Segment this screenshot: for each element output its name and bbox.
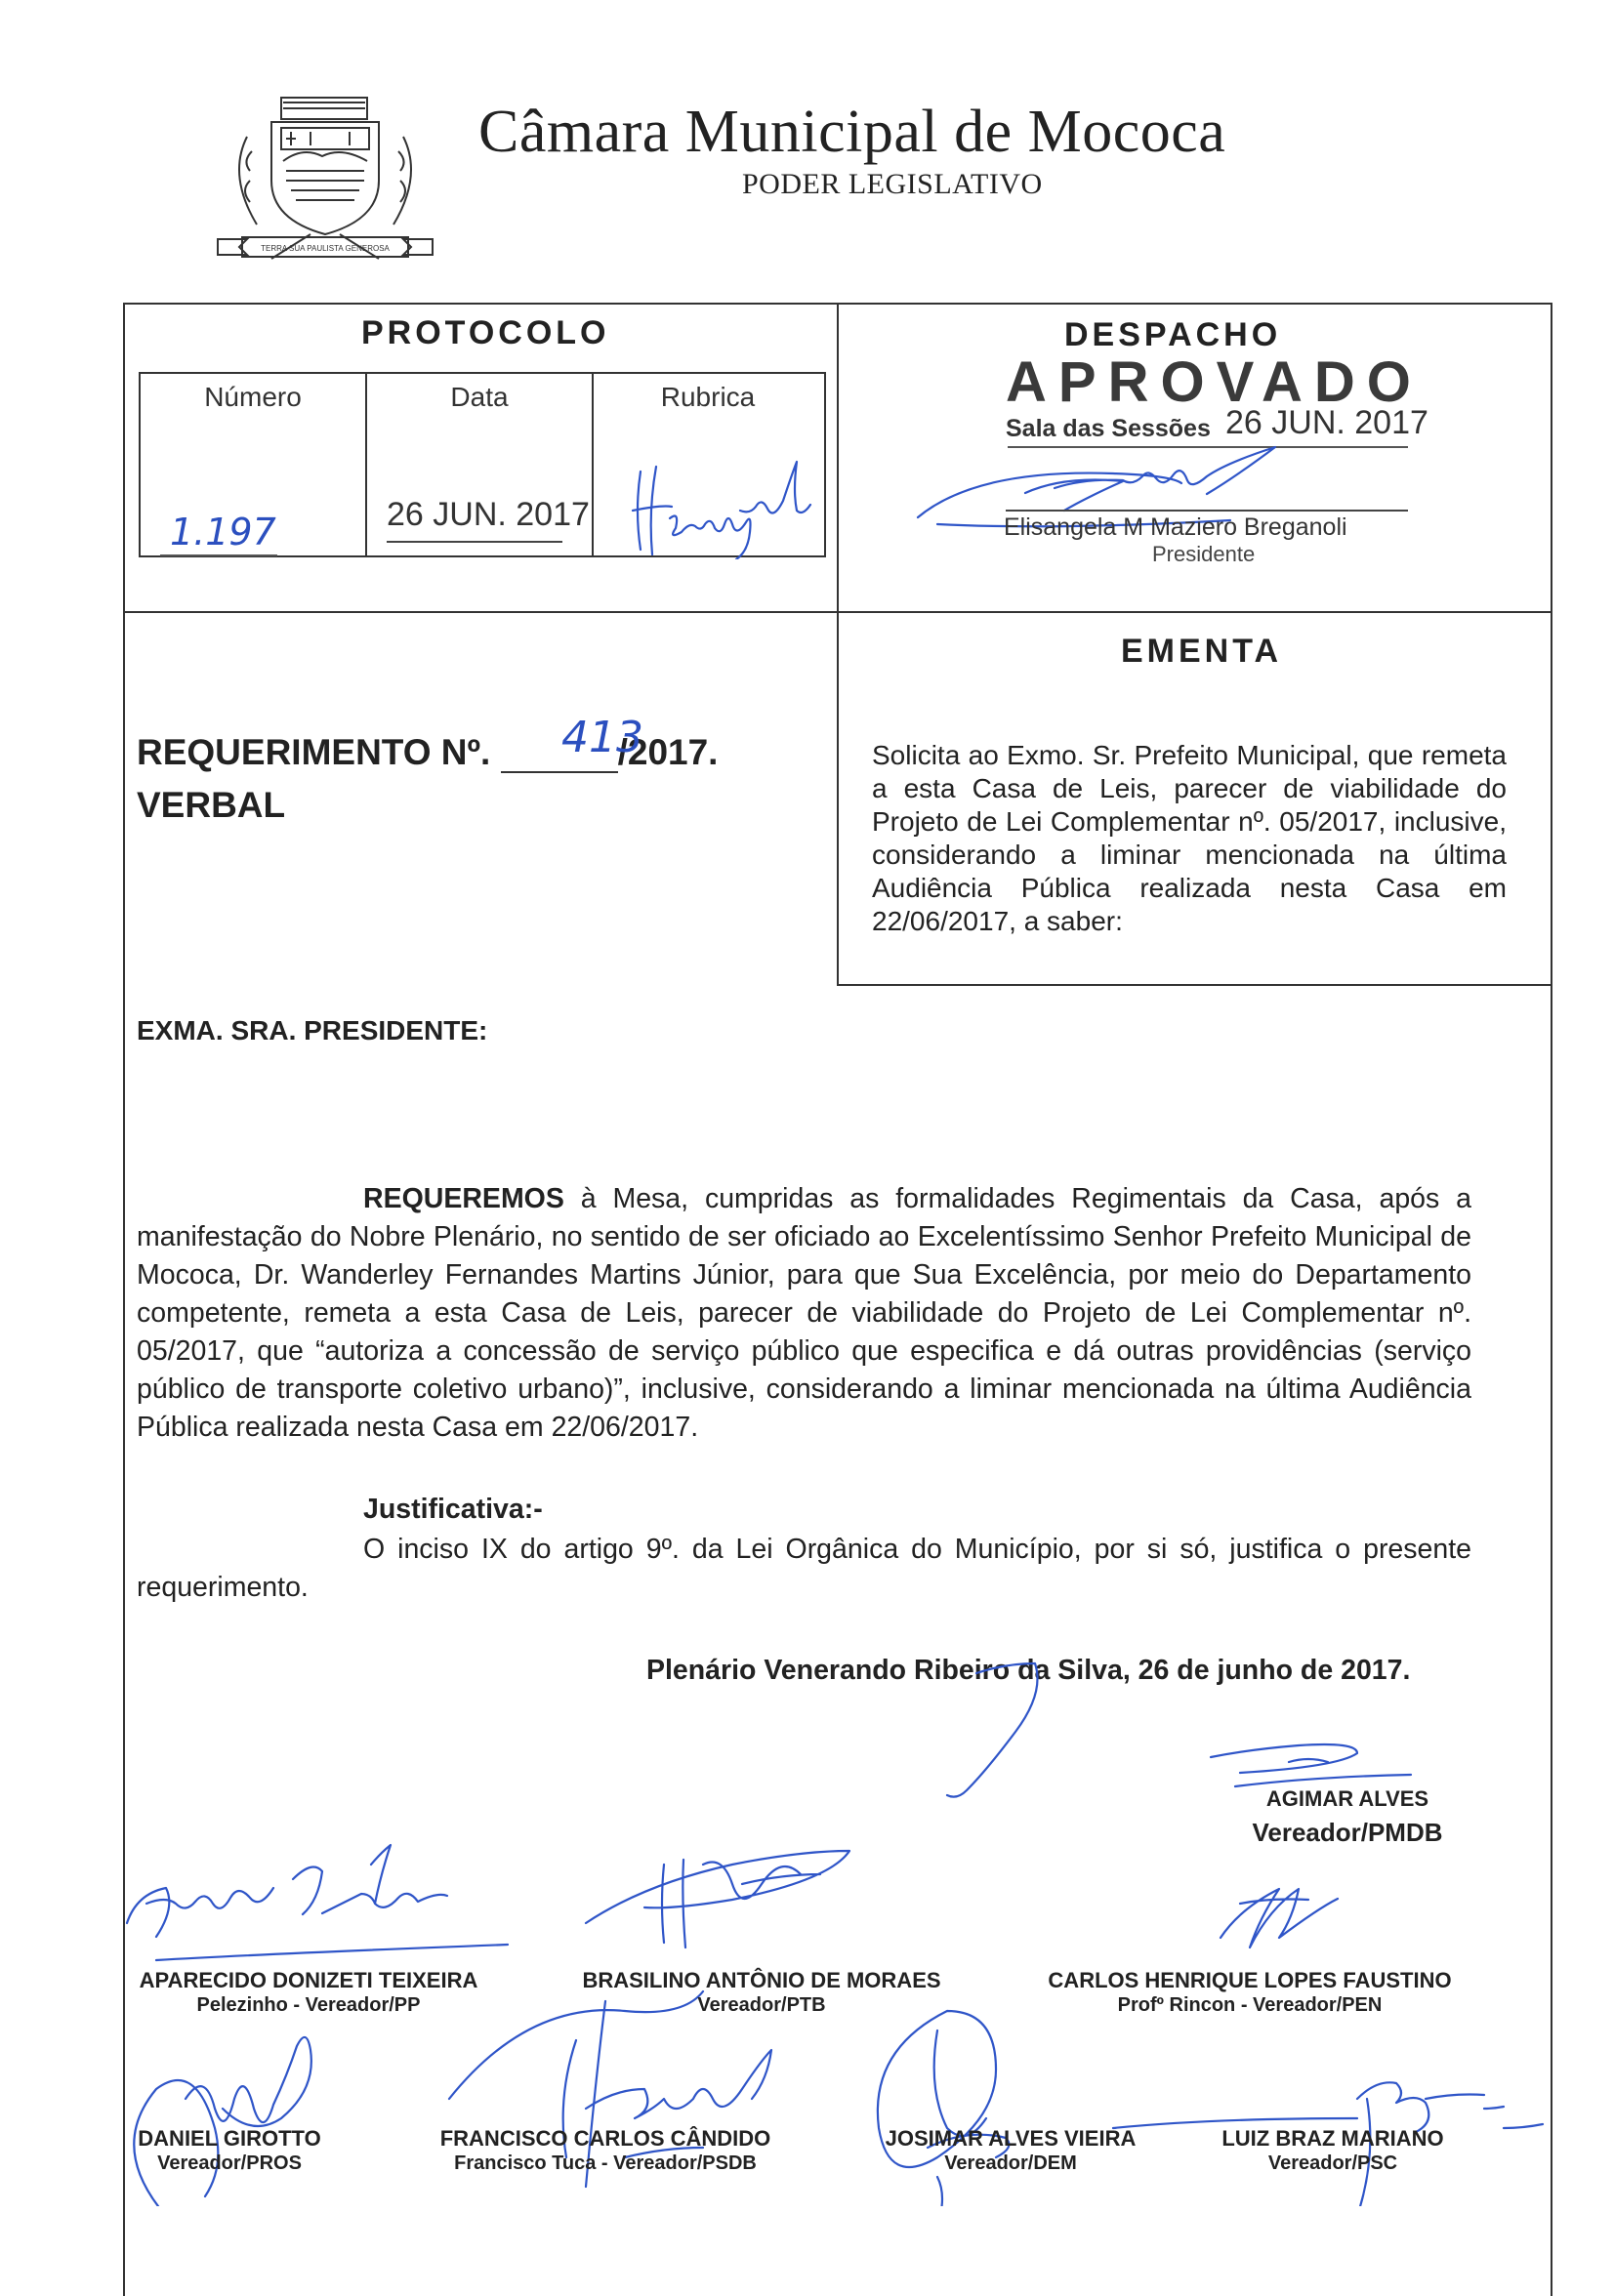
justification-text: O inciso IX do artigo 9º. da Lei Orgânica do Município, por si só, justifica o presente requerimento.: [137, 1534, 1471, 1603]
signatory-name-luiz: LUIZ BRAZ MARIANO: [1221, 2126, 1444, 2151]
protocolo-heading: PROTOCOLO: [361, 314, 610, 351]
signatory-name-aparecido: APARECIDO DONIZETI TEIXEIRA: [139, 1968, 478, 1992]
session-date: 26 JUN. 2017: [1225, 404, 1428, 441]
signatures-ink-icon: [0, 1660, 1614, 2206]
municipal-crest-icon: [213, 93, 437, 273]
rubrica-signature-icon: [623, 452, 818, 559]
ementa-heading: EMENTA: [1121, 633, 1283, 670]
ementa-text: Solicita ao Exmo. Sr. Prefeito Municipal, que remeta a esta Casa de Leis, parecer de viabilidade do Projeto de Lei Complementar nº. 05/2017, inclusive, considerando a liminar mencionada na última Audiência Pública realizada nesta Casa em 22/06/2017, a saber:: [872, 740, 1507, 936]
requerimento-number: 413: [561, 713, 643, 762]
requerimento-year: /2017.: [617, 732, 719, 772]
salutation: EXMA. SRA. PRESIDENTE:: [137, 1015, 488, 1046]
session-label: Sala das Sessões: [1006, 415, 1211, 442]
approved-stamp: APROVADO: [1006, 350, 1423, 414]
signatory-name-josimar: JOSIMAR ALVES VIEIRA: [885, 2126, 1137, 2151]
crest-motto: TERRA SUA PAULISTA GENEROSA: [261, 244, 390, 253]
column-divider: [837, 303, 839, 986]
request-text: à Mesa, cumpridas as formalidades Regimentais da Casa, após a manifestação do Nobre Plenário, no sentido de ser oficiado ao Excelentíssimo Senhor Prefeito Municipal de Mococa, Dr. Wanderley Fernandes Martins Júnior, para que Sua Excelência, por meio do Departamento competente, remeta a esta Casa de Leis, parecer de viabilidade do Projeto de Lei Complementar nº. 05/2017, que “autoriza a concessão de serviço público que especifica e dá outras providências (serviço público de transporte coletivo urbano)”, inclusive, considerando a liminar mencionada na última Audiência Pública realizada nesta Casa em 22/06/2017.: [137, 1183, 1471, 1443]
requerimento-prefix: REQUERIMENTO Nº.: [137, 732, 491, 772]
requerimento-type: VERBAL: [137, 785, 286, 825]
ementa-bottom-border: [837, 984, 1551, 986]
protocolo-cell-numero: [141, 374, 367, 555]
protocolo-label-rubrica: Rubrica: [660, 382, 756, 412]
chamber-title: Câmara Municipal de Mococa: [478, 99, 1226, 165]
signatory-role-josimar: Vereador/DEM: [944, 2152, 1077, 2174]
signatory-name-daniel: DANIEL GIROTTO: [138, 2126, 321, 2151]
signatory-name-agimar: AGIMAR ALVES: [1265, 1786, 1429, 1811]
signatory-role-brasilino: Vereador/PTB: [697, 1994, 826, 2016]
signatory-name-brasilino: BRASILINO ANTÔNIO DE MORAES: [582, 1968, 941, 1992]
president-role: Presidente: [1152, 542, 1256, 566]
request-body: [137, 1180, 1471, 1447]
signatory-role-daniel: Vereador/PROS: [157, 2152, 302, 2174]
protocolo-number-value: 1.197: [170, 511, 276, 554]
signatory-role-luiz: Vereador/PSC: [1267, 2152, 1398, 2174]
signatory-role-aparecido: Pelezinho - Vereador/PP: [196, 1994, 421, 2016]
row-divider: [123, 611, 1551, 613]
president-name: Elisangela M Maziero Breganoli: [1004, 513, 1347, 541]
signatory-role-francisco: Francisco Tuca - Vereador/PSDB: [454, 2152, 757, 2174]
protocolo-label-data: Data: [450, 382, 509, 412]
signatory-name-carlos: CARLOS HENRIQUE LOPES FAUSTINO: [1048, 1968, 1452, 1992]
protocolo-cell-data: [367, 374, 594, 555]
protocolo-cell-rubrica: [594, 374, 822, 555]
protocolo-date-value: 26 JUN. 2017: [387, 496, 590, 533]
signatory-role-agimar: Vereador/PMDB: [1252, 1818, 1443, 1847]
signatory-name-francisco: FRANCISCO CARLOS CÂNDIDO: [439, 2126, 771, 2151]
despacho-heading: DESPACHO: [1064, 316, 1282, 353]
protocolo-label-numero: Número: [204, 382, 302, 412]
signatory-role-carlos: Profº Rincon - Vereador/PEN: [1117, 1994, 1383, 2016]
place-date: Plenário Venerando Ribeiro da Silva, 26 de junho de 2017.: [646, 1655, 1411, 1686]
justification-title: Justificativa:-: [363, 1494, 543, 1525]
request-lead: REQUEREMOS: [363, 1183, 564, 1214]
chamber-subtitle: PODER LEGISLATIVO: [742, 168, 1043, 200]
protocolo-table: [139, 372, 826, 557]
